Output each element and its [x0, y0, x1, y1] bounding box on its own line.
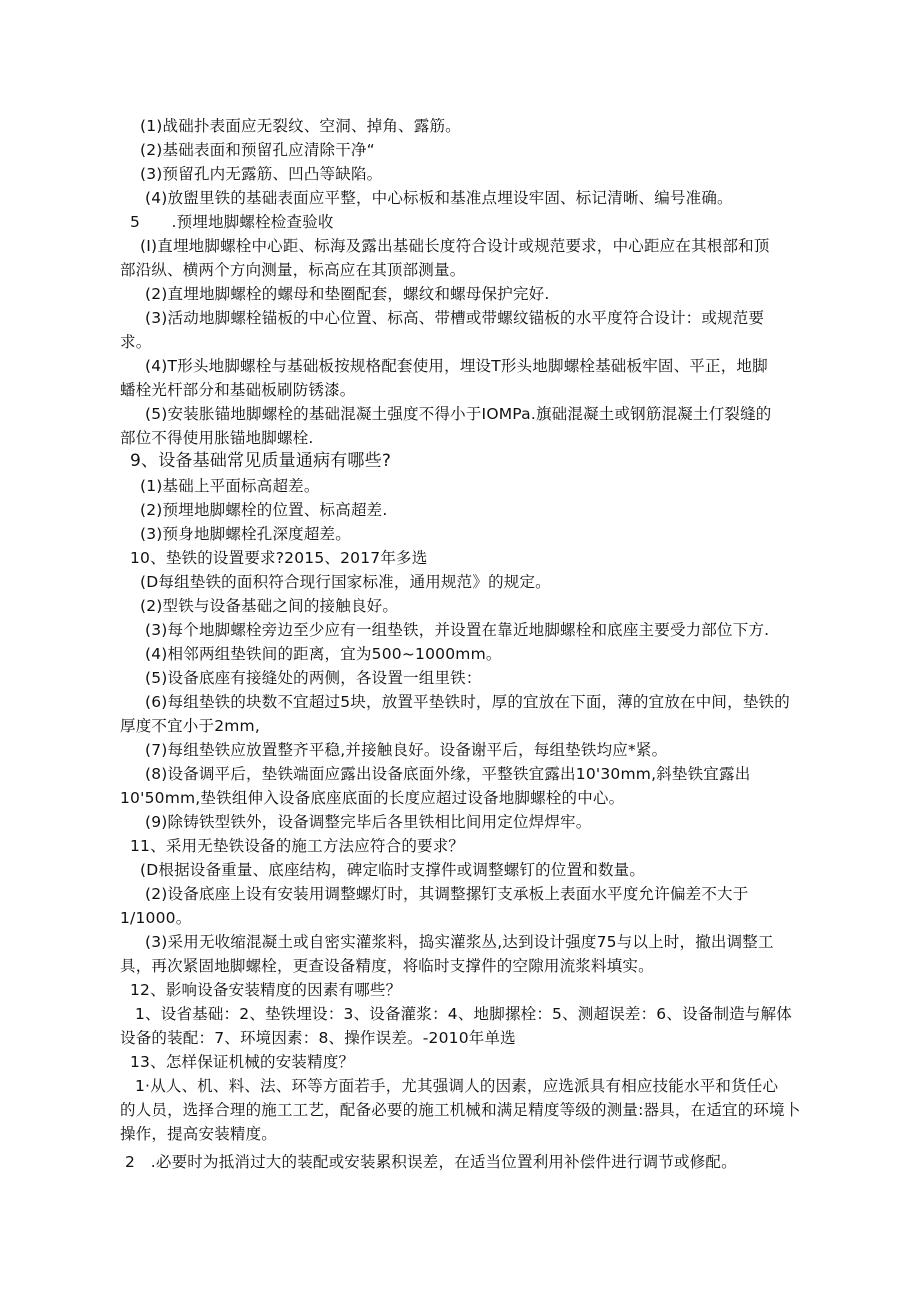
- text-line: (5)安装胀锚地脚螺栓的基础混凝土强度不得小于IOMPa.旗础混凝土或钢筋混凝土仃裂缝的: [145, 405, 772, 423]
- text-line: (1)战础扑表面应无裂纹、空洞、掉角、露筋。: [140, 117, 461, 135]
- text-line: (3)活动地脚螺栓锚板的中心位置、标高、带槽或带螺纹锚板的水平度符合设计：或规范要: [145, 309, 765, 327]
- question-heading: 11、采用无垫铁设备的施工方法应符合的要求？: [130, 837, 465, 855]
- text-line: (8)设备调平后，垫铁端面应露出设备底面外缘，平整铁宜露出10'30mm,斜垫铁宜露出: [145, 765, 751, 783]
- text-line: 部位不得使用胀锚地脚螺栓.: [120, 429, 314, 447]
- text-line: (7)每组垫铁应放置整齐平稳,并接触良好。设备谢平后，每组垫铁均应*紧。: [145, 741, 668, 759]
- question-heading: 10、垫铁的设置要求?2015、2017年多选: [130, 549, 428, 567]
- text-line: (2)设备底座上设有安装用调整螺灯时，其调整摞钉支承板上表面水平度允许偏差不大于: [145, 885, 749, 903]
- text-line: 的人员，选择合理的施工工艺，配备必要的施工机械和满足精度等级的测量:器具，在适宜的环境卜: [120, 1101, 801, 1119]
- text-line: (4)T形头地脚螺栓与基础板按规格配套使用，埋设T形头地脚螺栓基础板牢固、平正，地脚: [145, 357, 768, 375]
- text-line: (I)直埋地脚螺栓中心距、标海及露出基础长度符合设计或规范要求，中心距应在其根部和顶: [140, 237, 770, 255]
- question-heading: 12、影响设备安装精度的因素有哪些？: [130, 981, 402, 999]
- question-heading: 13、怎样保证机械的安装精度？: [130, 1053, 355, 1071]
- text-line: (3)预留孔内无露筋、凹凸等缺陷。: [140, 165, 383, 183]
- text-line: (3)采用无收缩混凝土或自密实灌浆料，捣实灌浆丛,达到设计强度75与以上时，撤出调整工: [145, 933, 774, 951]
- text-line: 2 .必要时为抵消过大的装配或安装累积误差，在适当位置利用补偿件进行调节或修配。: [125, 1153, 737, 1171]
- text-line: 求。: [120, 333, 152, 351]
- text-line: (4)相邻两组垫铁间的距离，宜为500~1000mm。: [145, 645, 502, 663]
- text-line: (5)设备底座有接缝处的两侧，各设置一组里铁：: [145, 669, 482, 687]
- text-line: (2)基础表面和预留孔应清除干净“: [140, 141, 375, 159]
- text-line: (2)型铁与设备基础之间的接触良好。: [140, 597, 399, 615]
- text-line: (3)预身地脚螺栓孔深度超差。: [140, 525, 351, 543]
- text-line: 具，再次紧固地脚螺栓，更查设备精度，将临时支撑件的空隙用流浆料填实。: [120, 957, 654, 975]
- text-line: 蟠栓光杆部分和基础板刷防锈漆。: [120, 381, 356, 399]
- text-line: (D每组垫铁的面积符合现行国家标准，通用规范》的规定。: [140, 573, 551, 591]
- text-line: (D根据设备重量、底座结构，碑定临时支撑件或调整螺钉的位置和数量。: [140, 861, 646, 879]
- text-line: 10'50mm,垫铁组伸入设备底座底面的长度应超过设备地脚螺栓的中心。: [120, 789, 625, 807]
- text-line: (2)预埋地脚螺栓的位置、标高超差.: [140, 501, 388, 519]
- text-line: (2)直埋地脚螺栓的螺母和垫圈配套，螺纹和螺母保护完好.: [145, 285, 550, 303]
- question-heading: 9、设备基础常见质量通病有哪些?: [130, 451, 392, 471]
- text-line: 操作，提高安装精度。: [120, 1125, 278, 1143]
- text-line: 部沿纵、横两个方向测量，标高应在其顶部测量。: [120, 261, 466, 279]
- text-line: 1、设省基础：2、垫铁埋设：3、设备灌浆：4、地脚摞栓：5、测超误差：6、设备制造与解体: [135, 1005, 792, 1023]
- section-heading: 5 .预埋地脚螺栓检查验收: [130, 213, 334, 231]
- text-line: 厚度不宜小于2mm,: [120, 717, 260, 735]
- text-line: (9)除铸铁型铁外，设备调整完毕后各里铁相比间用定位焊焊牢。: [145, 813, 592, 831]
- text-line: (6)每组垫铁的块数不宜超过5块，放置平垫铁时，厚的宜放在下面，薄的宜放在中间，垫铁的: [145, 693, 790, 711]
- text-line: 1/1000。: [120, 909, 192, 927]
- text-line: 1·从人、机、料、法、环等方面若手，尤其强调人的因素，应选派具有相应技能水平和货任心: [135, 1077, 779, 1095]
- text-line: 设备的装配：7、环境因素：8、操作误差。-2010年单选: [120, 1029, 516, 1047]
- text-line: (1)基础上平面标高超差。: [140, 477, 320, 495]
- text-line: (3)每个地脚螺栓旁边至少应有一组垫铁，并设置在靠近地脚螺栓和底座主要受力部位下方.: [145, 621, 770, 639]
- text-line: (4)放盥里铁的基础表面应平整，中心标板和基准点埋设牢固、标记清晰、编号准确。: [145, 189, 733, 207]
